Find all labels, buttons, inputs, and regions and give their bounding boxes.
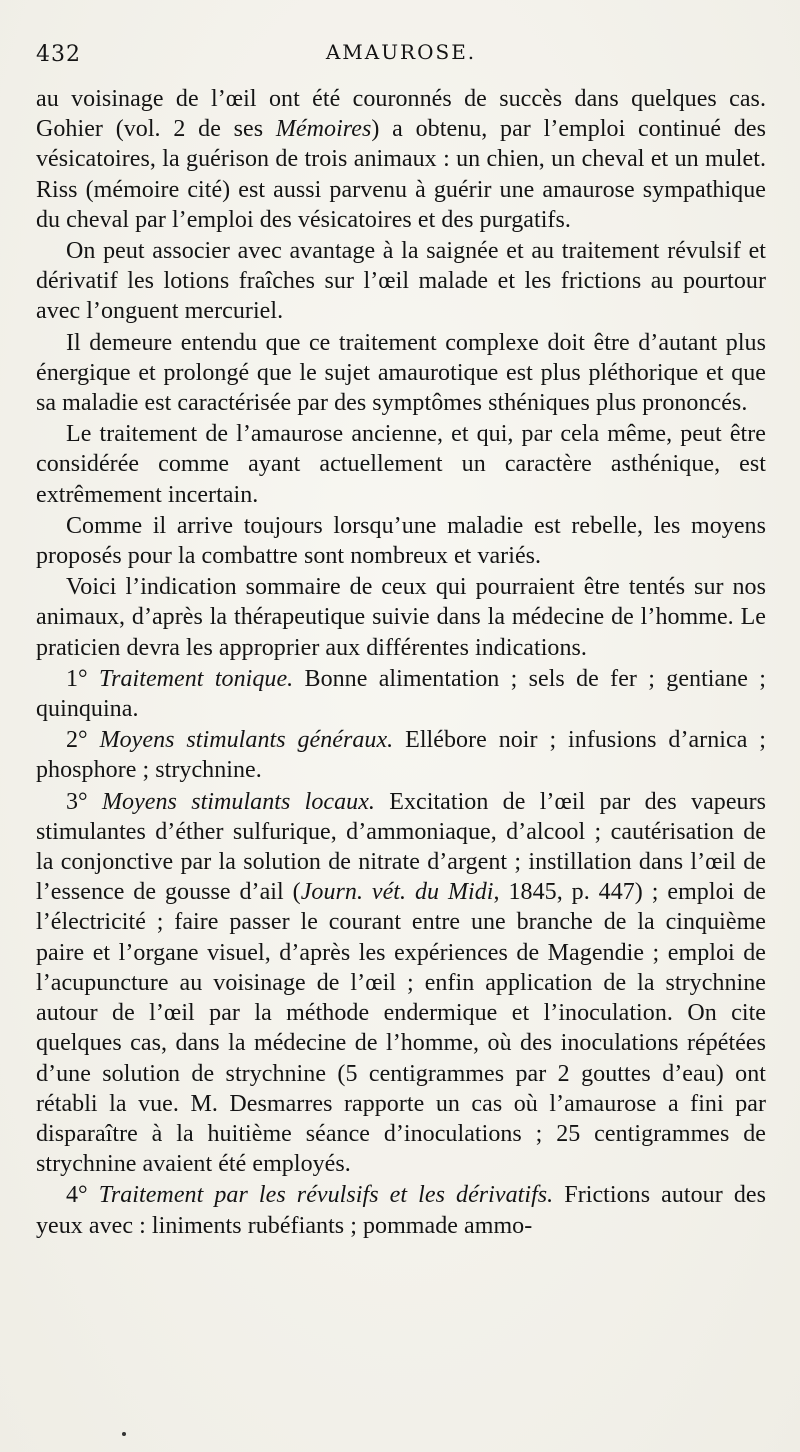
paragraph	[36, 236, 766, 327]
paragraph	[36, 572, 766, 663]
text-run: Il demeure entendu que ce traitement complexe doit être d’autant plus énergique et prolongé que le sujet amaurotique est plus pléthorique et que sa maladie est caractérisée par des symptômes sthéniques plus prononcés.	[36, 329, 766, 417]
text-run: Excitation de l’œil par des vapeurs stimulantes d’éther sulfurique, d’ammoniaque, d’alcool ; cautérisation de la conjonctive par la solution de nitrate d’argent ; instillation dans l’œil de l’essence de gousse d’ail (	[36, 788, 767, 906]
text-run: Voici l’indication sommaire de ceux qui pourraient être tentés sur nos animaux, d’après la thérapeutique suivie dans la médecine de l’homme. Le praticien devra les approprier aux différentes indications.	[36, 574, 766, 661]
italic-text: Traitement par les révulsifs et les dérivatifs.	[98, 1182, 554, 1209]
text-run: 4°	[66, 1182, 99, 1209]
italic-text: Moyens stimulants locaux.	[101, 788, 375, 815]
text-run: Ellébore noir ; infusions d’arnica ; phosphore ; strychnine.	[36, 727, 767, 784]
paragraph	[36, 1180, 766, 1240]
paragraph	[36, 328, 766, 419]
italic-text: Traitement tonique.	[99, 665, 294, 692]
running-head: AMAUROSE.	[325, 40, 477, 64]
page-number: 432	[36, 42, 81, 67]
text-run: On peut associer avec avantage à la saignée et au traitement révulsif et dérivatif les lotions fraîches sur l’œil malade et les frictions au pourtour avec l’onguent mercuriel.	[36, 238, 766, 325]
page-header	[36, 36, 766, 84]
text-run: Comme il arrive toujours lorsqu’une maladie est rebelle, les moyens proposés pour la combattre sont nombreux et variés.	[36, 512, 766, 570]
paragraph	[36, 787, 766, 1180]
text-run: , 1845, p. 447) ; emploi de l’électricité ; faire passer le courant entre une branche de la cinquième paire et l’organe visuel, d’après les expériences de Magendie ; emploi de l’acupuncture au voisinage de l’œil ; enfin application de la strychnine autour de l’œil par la méthode endermique et l’inoculation. On cite quelques cas, dans la médecine de l’homme, où des inoculations répétées d’une solution de strychnine (5 centigrammes par 2 gouttes d’eau) ont rétabli la vue. M. Desmarres rapporte un cas où l’amaurose a fini par disparaître à la huitième séance d’inoculations ; 25 centigrammes de strychnine avaient été employés.	[36, 879, 766, 1178]
ink-speck	[122, 1432, 126, 1436]
body-text	[36, 84, 766, 1241]
text-run: 3°	[66, 788, 102, 815]
paragraph	[36, 419, 766, 510]
text-run: 2°	[66, 727, 100, 754]
text-run: Frictions autour des yeux avec : liniments rubéfiants ; pommade ammo-	[36, 1182, 766, 1239]
text-run: au voisinage de l’œil ont été couronnés de succès dans quelques cas. Gohier (vol. 2 de ses	[36, 86, 766, 143]
text-run: Bonne alimentation ; sels de fer ; gentiane ; quinquina.	[36, 665, 767, 723]
paragraph	[36, 84, 766, 235]
paragraph	[36, 664, 766, 724]
paragraph	[36, 511, 766, 571]
text-run: ) a obtenu, par l’emploi continué des vésicatoires, la guérison de trois animaux : un chien, un cheval et un mulet. Riss (mémoire cité) est aussi parvenu à guérir une amaurose sympathique du cheval par l’emploi des vésicatoires et des purgatifs.	[36, 116, 766, 233]
text-run: Le traitement de l’amaurose ancienne, et qui, par cela même, peut être considérée comme ayant actuellement un caractère asthénique, est extrêmement incertain.	[36, 421, 766, 508]
italic-text: Moyens stimulants généraux.	[99, 727, 394, 754]
italic-text: Journ. vét. du Midi	[300, 879, 494, 906]
italic-text: Mémoires	[275, 116, 372, 143]
text-run: 1°	[66, 665, 100, 692]
paragraph	[36, 725, 766, 785]
